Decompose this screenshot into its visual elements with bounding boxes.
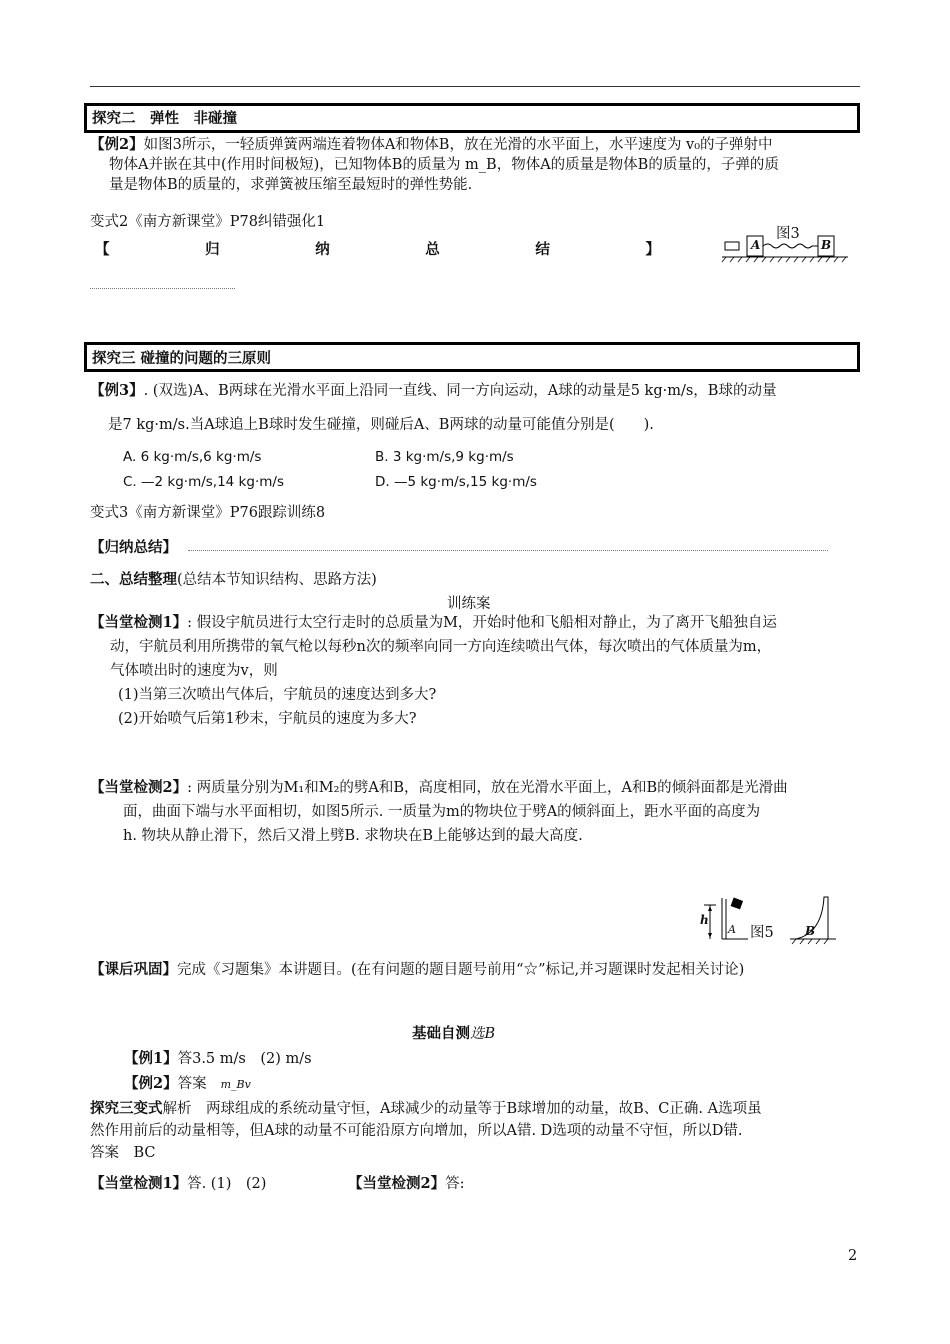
figure-label: 图5 xyxy=(750,925,774,941)
option-a: A. 6 kg·m/s,6 kg·m/s xyxy=(123,449,262,465)
answer-ex2: 【例2】答案 m_Bv xyxy=(124,1075,251,1092)
after-tag: 【课后巩固】 xyxy=(90,961,177,978)
check-1: 【当堂检测1】: 假设宇航员进行太空行走时的总质量为M，开始时他和飞船相对静止，为了离开飞船独自运 动，宇航员利用所携带的氧气枪以每秒n次的频率向同一方向连续喷出气体，每次喷出的气体质量为m， 气体喷出时的速度为v，则 (1)当第三次喷出气体后，宇航员的速度达到多大? (2)开始喷气后第1秒末，宇航员的速度为多大? xyxy=(90,611,865,731)
training-title: 训练案 xyxy=(447,596,491,612)
figure-wedge-b: B xyxy=(805,924,816,938)
check-2: 【当堂检测2】: 两质量分别为M₁和M₂的劈A和B，高度相同，放在光滑水平面上，A和B的倾斜面都是光滑曲 面，曲面下端与水平面相切，如图5所示. 一质量为m的物块位于劈A的倾斜面上，距水平面的高度为 h. 物块从静止滑下，然后又滑上劈B. 求物块在B上能够达到的最大高度. xyxy=(90,779,788,844)
answer-line xyxy=(90,288,235,289)
answer-check-2: 【当堂检测2】答: xyxy=(348,1175,465,1192)
summary-heading: 【归纳总结】 xyxy=(90,539,177,556)
part-2-heading: 二、总结整理(总结本节知识结构、思路方法) xyxy=(90,571,377,588)
summary-heading: 【 归 纳 总 结 】 xyxy=(95,241,660,258)
example-text: 如图3所示，一轻质弹簧两端连着物体A和物体B，放在光滑的水平面上，水平速度为 v₀的子弹射中 xyxy=(143,137,773,153)
figure-label: 图3 xyxy=(776,226,800,242)
example-tag: 【例3】 xyxy=(90,382,144,399)
answer-ex1: 【例1】答3.5 m/s (2) m/s xyxy=(124,1050,312,1067)
example-text: 是7 kg·m/s.当A球追上B球时发生碰撞，则碰后A、B两球的动量可能值分别是( ). xyxy=(108,417,654,433)
option-b: B. 3 kg·m/s,9 kg·m/s xyxy=(375,449,514,465)
header-rule xyxy=(90,86,860,87)
example-tag: 【例2】 xyxy=(90,136,144,153)
answers-title: 基础自测选B xyxy=(412,1025,496,1042)
example-text: 物体A并嵌在其中(作用时间极短)，已知物体B的质量为 m_B，物体A的质量是物体B的质量的，子弹的质 xyxy=(109,157,779,173)
figure-3 xyxy=(720,222,850,268)
figure-h: h xyxy=(700,913,709,927)
formula: m_Bv xyxy=(220,1078,251,1091)
figure-block-b: B xyxy=(821,238,832,252)
page-number: 2 xyxy=(848,1248,858,1264)
section-heading: 探究二 弹性 非碰撞 xyxy=(92,110,237,127)
check-tag: 【当堂检测2】 xyxy=(90,779,188,796)
section-heading: 探究三 碰撞的问题的三原则 xyxy=(92,350,272,367)
answer-section-3: 探究三变式解析 两球组成的系统动量守恒，A球减少的动量等于B球增加的动量，故B、C正确. A选项虽 然作用前后的动量相等，但A球的动量不可能沿原方向增加，所以A错. D选项的动量不守恒，所以D错. 答案 BC xyxy=(90,1100,762,1161)
check-tag: 【当堂检测1】 xyxy=(90,614,188,631)
option-c: C. —2 kg·m/s,14 kg·m/s xyxy=(123,474,284,490)
after-class: 【课后巩固】完成《习题集》本讲题目。(在有问题的题目题号前用“☆”标记,并习题课时发起相关讨论) xyxy=(90,961,745,978)
question-1: (1)当第三次喷出气体后，宇航员的速度达到多大? xyxy=(118,687,437,703)
figure-5 xyxy=(700,893,840,947)
example-text: . (双选)A、B两球在光滑水平面上沿同一直线、同一方向运动，A球的动量是5 kg·m/s，B球的动量 xyxy=(143,383,777,399)
figure-block-a: A xyxy=(751,238,761,252)
answer-check-1: 【当堂检测1】答. (1) (2) xyxy=(90,1175,267,1192)
example-text: 量是物体B的质量的，求弹簧被压缩至最短时的弹性势能. xyxy=(109,177,473,193)
question-2: (2)开始喷气后第1秒末，宇航员的速度为多大? xyxy=(118,711,417,727)
figure-wedge-a: A xyxy=(728,923,736,936)
option-d: D. —5 kg·m/s,15 kg·m/s xyxy=(375,474,537,490)
summary-answer-line xyxy=(188,550,828,551)
example-2 xyxy=(90,135,860,195)
variant-3: 变式3《南方新课堂》P76跟踪训练8 xyxy=(90,505,326,521)
example-3 xyxy=(90,381,865,435)
variant-2: 变式2《南方新课堂》P78纠错强化1 xyxy=(90,214,326,230)
